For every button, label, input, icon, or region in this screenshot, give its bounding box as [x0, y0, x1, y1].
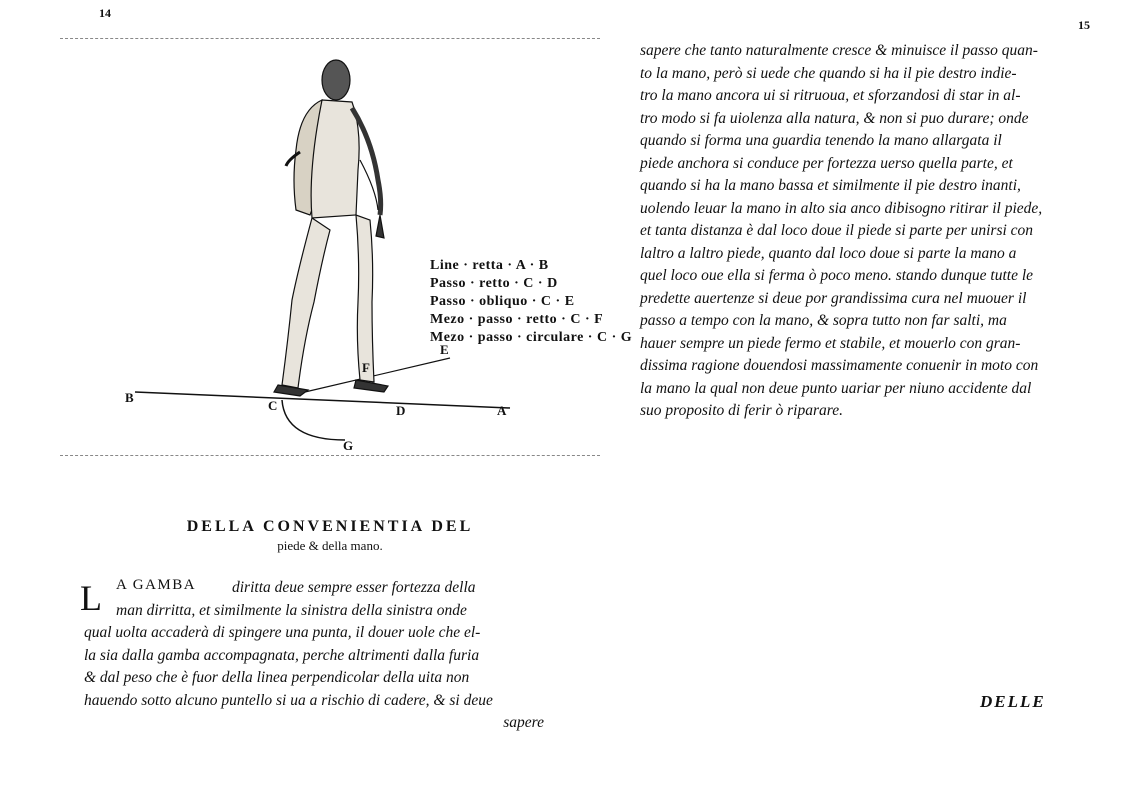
text-line: la mano la qual non deue punto uariar per niuno accidente dal	[640, 379, 1032, 397]
catchword: DELLE	[980, 692, 1046, 711]
text-line: tro modo si fa uiolenza alla natura, & non si puo durare; onde	[640, 109, 1029, 127]
drop-cap: L	[80, 578, 102, 618]
legend-line-1: Line · retta · A · B	[430, 258, 549, 273]
text-line: qual uolta accaderà di spingere una punta, il douer uole che el-	[84, 624, 481, 641]
point-label-c: C	[268, 398, 278, 413]
legend-line-2: Passo · retto · C · D	[430, 276, 558, 291]
chapter-subtitle: piede & della mano.	[277, 538, 383, 553]
point-label-e: E	[440, 342, 449, 357]
swordsman-engraving	[60, 40, 600, 460]
legend-line-5: Mezo · passo · circulare · C · G	[430, 330, 633, 345]
text-line: la sia dalla gamba accompagnata, perche altrimenti dalla furia	[84, 646, 480, 664]
text-line: to la mano, però si uede che quando si ha il pie destro indie-	[640, 64, 1017, 82]
text-line: passo a tempo con la mano, & sopra tutto non far salti, ma	[640, 312, 1007, 329]
text-line: sapere	[503, 714, 544, 731]
text-line: piede anchora si conduce per fortezza uerso quella parte, et	[640, 154, 1013, 172]
text-line: man dirritta, et similmente la sinistra della sinistra onde	[116, 601, 467, 619]
text-line: hauendo sotto alcuno puntello si ua a rischio di cadere, & si deue	[84, 691, 493, 709]
text-line: suo proposito di ferir ò riparare.	[640, 402, 843, 419]
text-line: hauer sempre un piede fermo et stabile, et mouerlo con gran-	[640, 334, 1021, 352]
arc-c-g	[282, 400, 345, 440]
lead-words: A GAMBA	[116, 577, 197, 593]
text-line: uolendo leuar la mano in alto sia anco dibisogno ritirar il piede,	[640, 199, 1043, 217]
text-line: laltro a laltro piede, quanto dal loco doue si parte la mano a	[640, 244, 1017, 262]
text-line: sapere che tanto naturalmente cresce & minuisce il passo quan-	[640, 42, 1038, 59]
point-label-b: B	[125, 390, 134, 405]
swordsman-figure	[274, 60, 388, 396]
figure-top-rule	[60, 38, 600, 39]
right-page-body-text	[640, 40, 1105, 423]
text-line: dissima ragione douendosi massimamente conuenir in moto con	[640, 357, 1039, 374]
text-line: tro la mano ancora ui si ritruoua, et sforzandosi di star in al-	[640, 87, 1021, 104]
text-line: quando si ha la mano bassa et similmente il pie destro inanti,	[640, 177, 1021, 194]
legend-line-3: Passo · obliquo · C · E	[430, 294, 575, 309]
left-page-body-text	[84, 577, 584, 735]
chapter-title: DELLA CONVENIENTIA DEL	[186, 518, 474, 535]
point-label-d: D	[396, 403, 406, 418]
text-line: predette auertenze si deue por grandissima cura nel muouer il	[640, 289, 1027, 307]
point-label-f: F	[362, 360, 370, 375]
text-line: & dal peso che è fuor della linea perpendicolar della uita non	[84, 669, 470, 686]
fencing-figure-illustration	[60, 40, 633, 460]
legend-line-4: Mezo · passo · retto · C · F	[430, 312, 604, 327]
point-label-g: G	[343, 438, 354, 453]
text-line: diritta deue sempre esser fortezza della	[232, 579, 476, 596]
line-a-b	[135, 392, 510, 408]
text-line: quando si forma una guardia tenendo la mano allargata il	[640, 132, 1002, 149]
page-number-right: 15	[1078, 18, 1090, 32]
text-line: et tanta distanza è dal loco doue il piede si parte per unirsi con	[640, 222, 1034, 239]
text-line: quel loco oue ella si ferma ò poco meno. stando dunque tutte le	[640, 267, 1034, 284]
point-label-a: A	[497, 403, 507, 418]
page-number-left: 14	[99, 6, 111, 20]
